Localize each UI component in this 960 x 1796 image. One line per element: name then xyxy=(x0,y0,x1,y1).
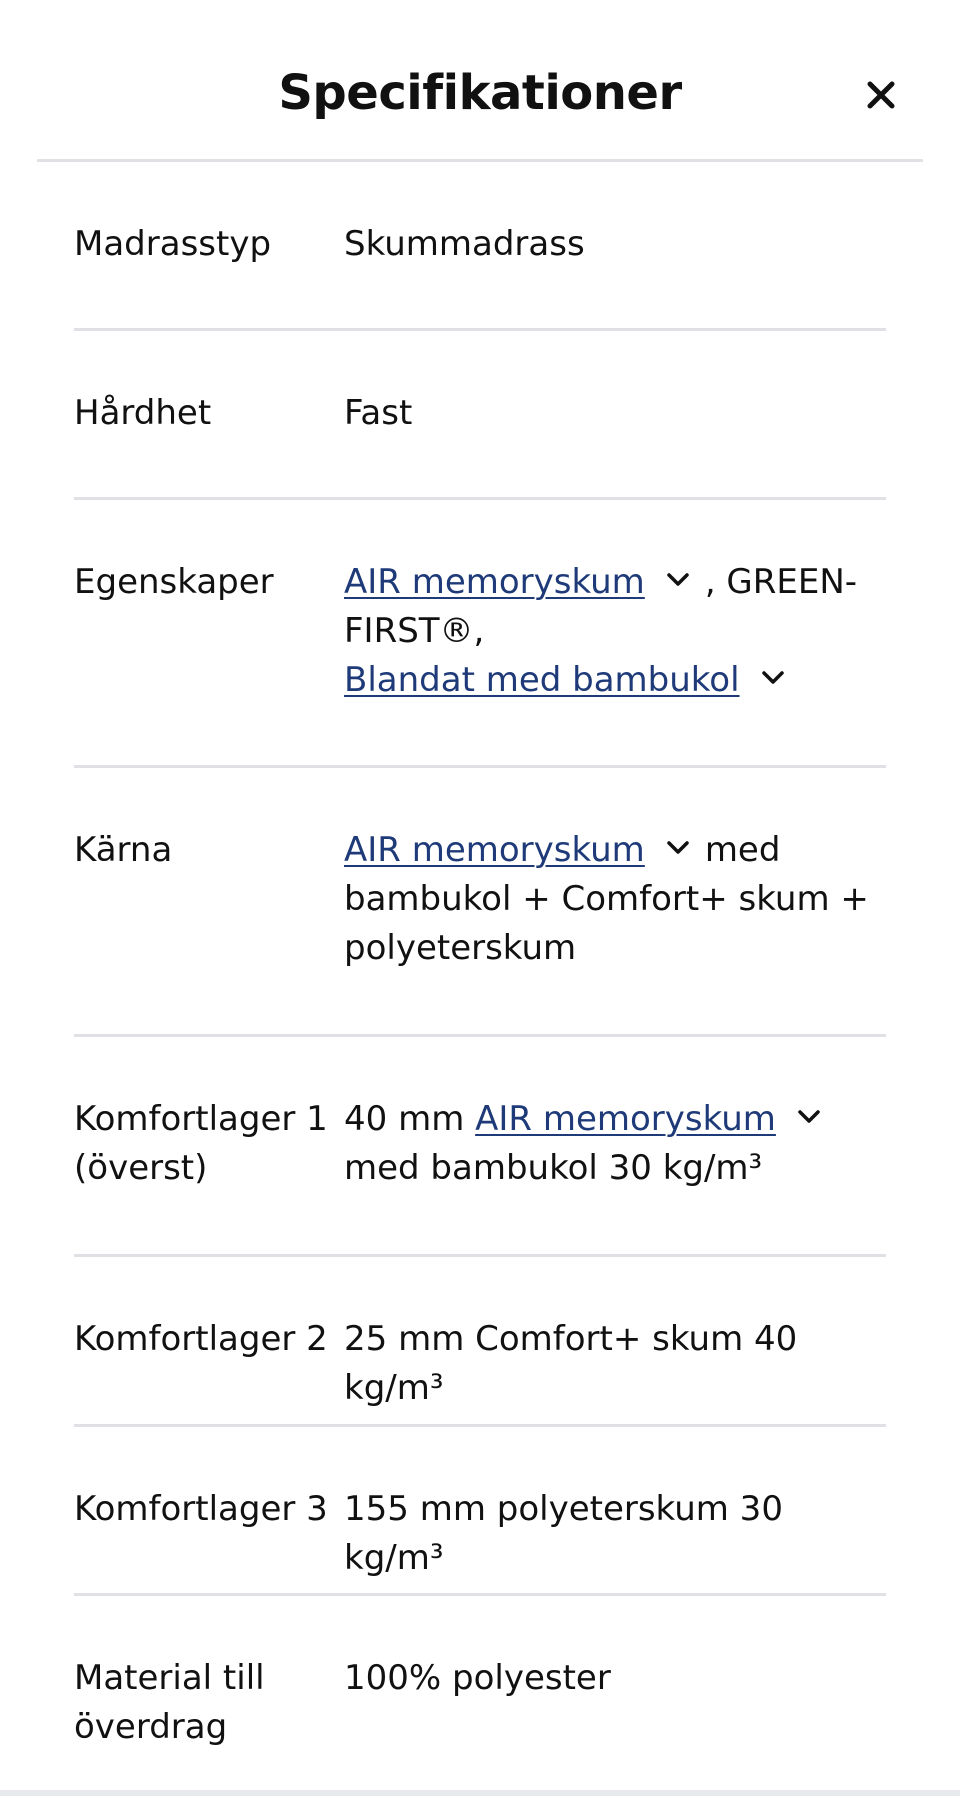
modal-header xyxy=(0,0,960,162)
spec-label: Komfortlager 2 xyxy=(74,1319,328,1359)
chevron-down-icon[interactable] xyxy=(663,833,693,863)
bottom-edge xyxy=(0,1790,960,1796)
air-memoryskum-link[interactable]: AIR memoryskum xyxy=(344,562,645,602)
spec-value xyxy=(344,1095,886,1193)
spec-value: Skummadrass xyxy=(344,224,585,264)
spec-value: 25 mm Comfort+ skum 40 kg/m³ xyxy=(344,1319,798,1408)
close-button[interactable] xyxy=(858,72,904,118)
spec-row-hardhet xyxy=(74,331,886,500)
spec-label: Komfortlager 3 xyxy=(74,1489,328,1529)
spec-label: Madrasstyp xyxy=(74,224,272,264)
spec-row-komfortlager-3 xyxy=(74,1427,886,1596)
blandat-med-bambukol-link[interactable]: Blandat med bambukol xyxy=(344,660,740,700)
spec-row-madrasstyp xyxy=(74,162,886,331)
spec-label: Material till överdrag xyxy=(74,1658,265,1747)
chevron-down-icon[interactable] xyxy=(794,1102,824,1132)
spec-table xyxy=(74,162,886,1796)
spec-text: 40 mm xyxy=(344,1099,476,1139)
spec-row-overdrag xyxy=(74,1596,886,1796)
spec-row-komfortlager-1 xyxy=(74,1037,886,1257)
air-memoryskum-link[interactable]: AIR memoryskum xyxy=(475,1099,776,1139)
spec-row-komfortlager-2 xyxy=(74,1257,886,1427)
page-title: Specifikationer xyxy=(278,65,682,121)
close-icon xyxy=(858,72,904,118)
chevron-down-icon[interactable] xyxy=(758,663,788,693)
spec-row-egenskaper xyxy=(74,500,886,768)
spec-value: 100% polyester xyxy=(344,1658,611,1698)
spec-value: 155 mm polyeterskum 30 kg/m³ xyxy=(344,1489,783,1578)
spec-value: Fast xyxy=(344,393,413,433)
spec-label: Hårdhet xyxy=(74,393,212,433)
spec-text: med bambukol 30 kg/m³ xyxy=(344,1148,763,1188)
spec-label: Egenskaper xyxy=(74,562,274,602)
chevron-down-icon[interactable] xyxy=(663,565,693,595)
spec-text: med bambukol + Comfort+ skum + polyeterskum xyxy=(344,830,869,968)
spec-label: Kärna xyxy=(74,830,173,870)
spec-text: , GREEN-FIRST®, xyxy=(344,562,858,651)
spec-row-karna xyxy=(74,768,886,1037)
spec-value xyxy=(344,826,886,973)
spec-value xyxy=(344,558,886,705)
air-memoryskum-link[interactable]: AIR memoryskum xyxy=(344,830,645,870)
spec-label: Komfortlager 1 (överst) xyxy=(74,1099,328,1188)
